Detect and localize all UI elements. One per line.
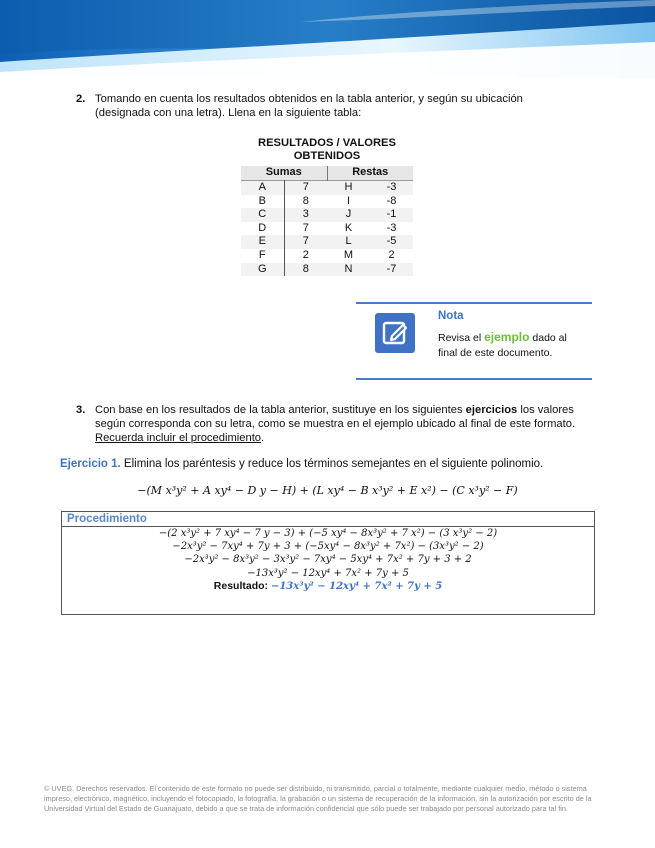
- table-cell: N: [327, 263, 370, 277]
- instruction-3-text-b: los valores según corresponda con su letra, como se muestra en el ejemplo ubicado al final de este formato.: [95, 404, 576, 430]
- instruction-3-text-a: Con base en los resultados de la tabla anterior, sustituye en los siguientes: [95, 404, 466, 416]
- table-cell: J: [327, 208, 370, 222]
- exercise-1-polynomial: −(M x³y² + A xy⁴ − D y − H) + (L xy⁴ − B x³y² + E x²) − (C x³y² − F): [137, 484, 518, 497]
- table-row: [241, 235, 413, 249]
- table-cell: G: [241, 263, 284, 277]
- procedure-result: [62, 580, 594, 593]
- table-cell: M: [343, 248, 354, 261]
- results-table-title: RESULTADOS / VALORES OBTENIDOS: [258, 137, 396, 162]
- instruction-3-text: [95, 403, 576, 445]
- instruction-3-bold: ejercicios: [465, 404, 518, 416]
- copyright-footer: © UVEG. Derechos reservados. El contenido de este formato no puede ser distribuido, ni transmitido, parcial o totalmente, mediante cualquier medio, método o sistema impreso, electrónico, magnético, incluyendo el fotocopiado, la fotografía, la grabación o un sistema de recuperación de la información, sin la autorización por escrito de la Universidad Virtual del Estado de Guanajuato, debido a que se trata de información confidencial que sólo puede ser trabajado por personal autorizado para tal fin.: [44, 784, 592, 813]
- edit-icon: [375, 313, 415, 353]
- table-cell: 2: [302, 248, 309, 261]
- exercise-1-text: Elimina los paréntesis y reduce los términos semejantes en el siguiente polinomio.: [120, 458, 544, 470]
- exercise-1-heading: [60, 458, 543, 470]
- table-cell: 7: [302, 221, 309, 234]
- header-banner: [0, 0, 655, 78]
- note-text-after: dado al final de este documento.: [438, 332, 567, 359]
- procedure-header: Procedimiento: [62, 512, 594, 527]
- table-cell: K: [344, 221, 353, 234]
- instruction-3-text-c: .: [261, 432, 265, 444]
- table-cell: 8: [302, 194, 309, 207]
- instruction-3-underlined: Recuerda incluir el procedimiento: [95, 432, 262, 444]
- procedure-line-4: −13x³y² − 12xy⁴ + 7x² + 7y + 5: [247, 567, 409, 579]
- procedure-line-2: −2x³y² − 7xy⁴ + 7y + 3 + (−5xy⁴ − 8x³y² + 7x²) − (3x³y² − 2): [172, 541, 484, 553]
- table-cell: E: [241, 235, 284, 249]
- procedure-line-3: −2x³y² − 8x³y² − 3x³y² − 7xy⁴ − 5xy⁴ + 7x² + 7y + 3 + 2: [184, 554, 472, 566]
- table-cell: D: [241, 222, 284, 236]
- table-cell: 3: [284, 208, 327, 222]
- table-cell: 2: [388, 248, 395, 261]
- note-keyword: ejemplo: [484, 330, 530, 344]
- note-title: Nota: [438, 310, 464, 322]
- table-cell: B: [241, 195, 284, 209]
- column-header-sumas: Sumas: [241, 166, 327, 181]
- table-row: [241, 249, 413, 263]
- note-text-before: Revisa el: [438, 332, 485, 344]
- table-cell: I: [346, 194, 351, 207]
- note-box: [356, 302, 592, 380]
- table-row: [241, 181, 413, 195]
- results-table: [241, 166, 413, 276]
- table-cell: 8: [284, 263, 327, 277]
- table-row: [241, 222, 413, 236]
- column-header-restas: Restas: [327, 166, 413, 181]
- table-row: [241, 208, 413, 222]
- table-cell: F: [241, 249, 284, 263]
- exercise-1-label: Ejercicio 1.: [60, 458, 121, 470]
- result-label: Resultado:: [213, 579, 271, 592]
- table-cell: -5: [370, 235, 413, 249]
- table-cell: -3: [386, 221, 397, 234]
- procedure-line-1: −(2 x³y² + 7 xy⁴ − 7 y − 3) + (−5 xy⁴ − 8x³y² + 7 x²) − (3 x³y² − 2): [158, 528, 498, 539]
- instruction-2-text: Tomando en cuenta los resultados obtenidos en la tabla anterior, y según su ubicación (designada con una letra). Llena en la siguiente tabla:: [95, 93, 523, 119]
- procedure-box: [61, 511, 595, 615]
- table-row: [241, 263, 413, 277]
- table-cell: L: [327, 235, 370, 249]
- result-value: −13x³y² − 12xy⁴ + 7x² + 7y + 5: [270, 580, 443, 592]
- table-cell: A: [241, 181, 284, 195]
- table-cell: -8: [386, 194, 397, 207]
- instruction-3-number: 3.: [76, 404, 86, 416]
- table-cell: C: [241, 208, 284, 222]
- table-cell: -1: [370, 208, 413, 222]
- table-cell: 7: [284, 181, 327, 195]
- table-cell: -7: [370, 263, 413, 277]
- table-cell: H: [327, 181, 370, 195]
- instruction-2-number: 2.: [76, 93, 86, 105]
- table-row: [241, 195, 413, 209]
- table-cell: -3: [370, 181, 413, 195]
- note-text: [438, 330, 588, 361]
- table-cell: 7: [284, 235, 327, 249]
